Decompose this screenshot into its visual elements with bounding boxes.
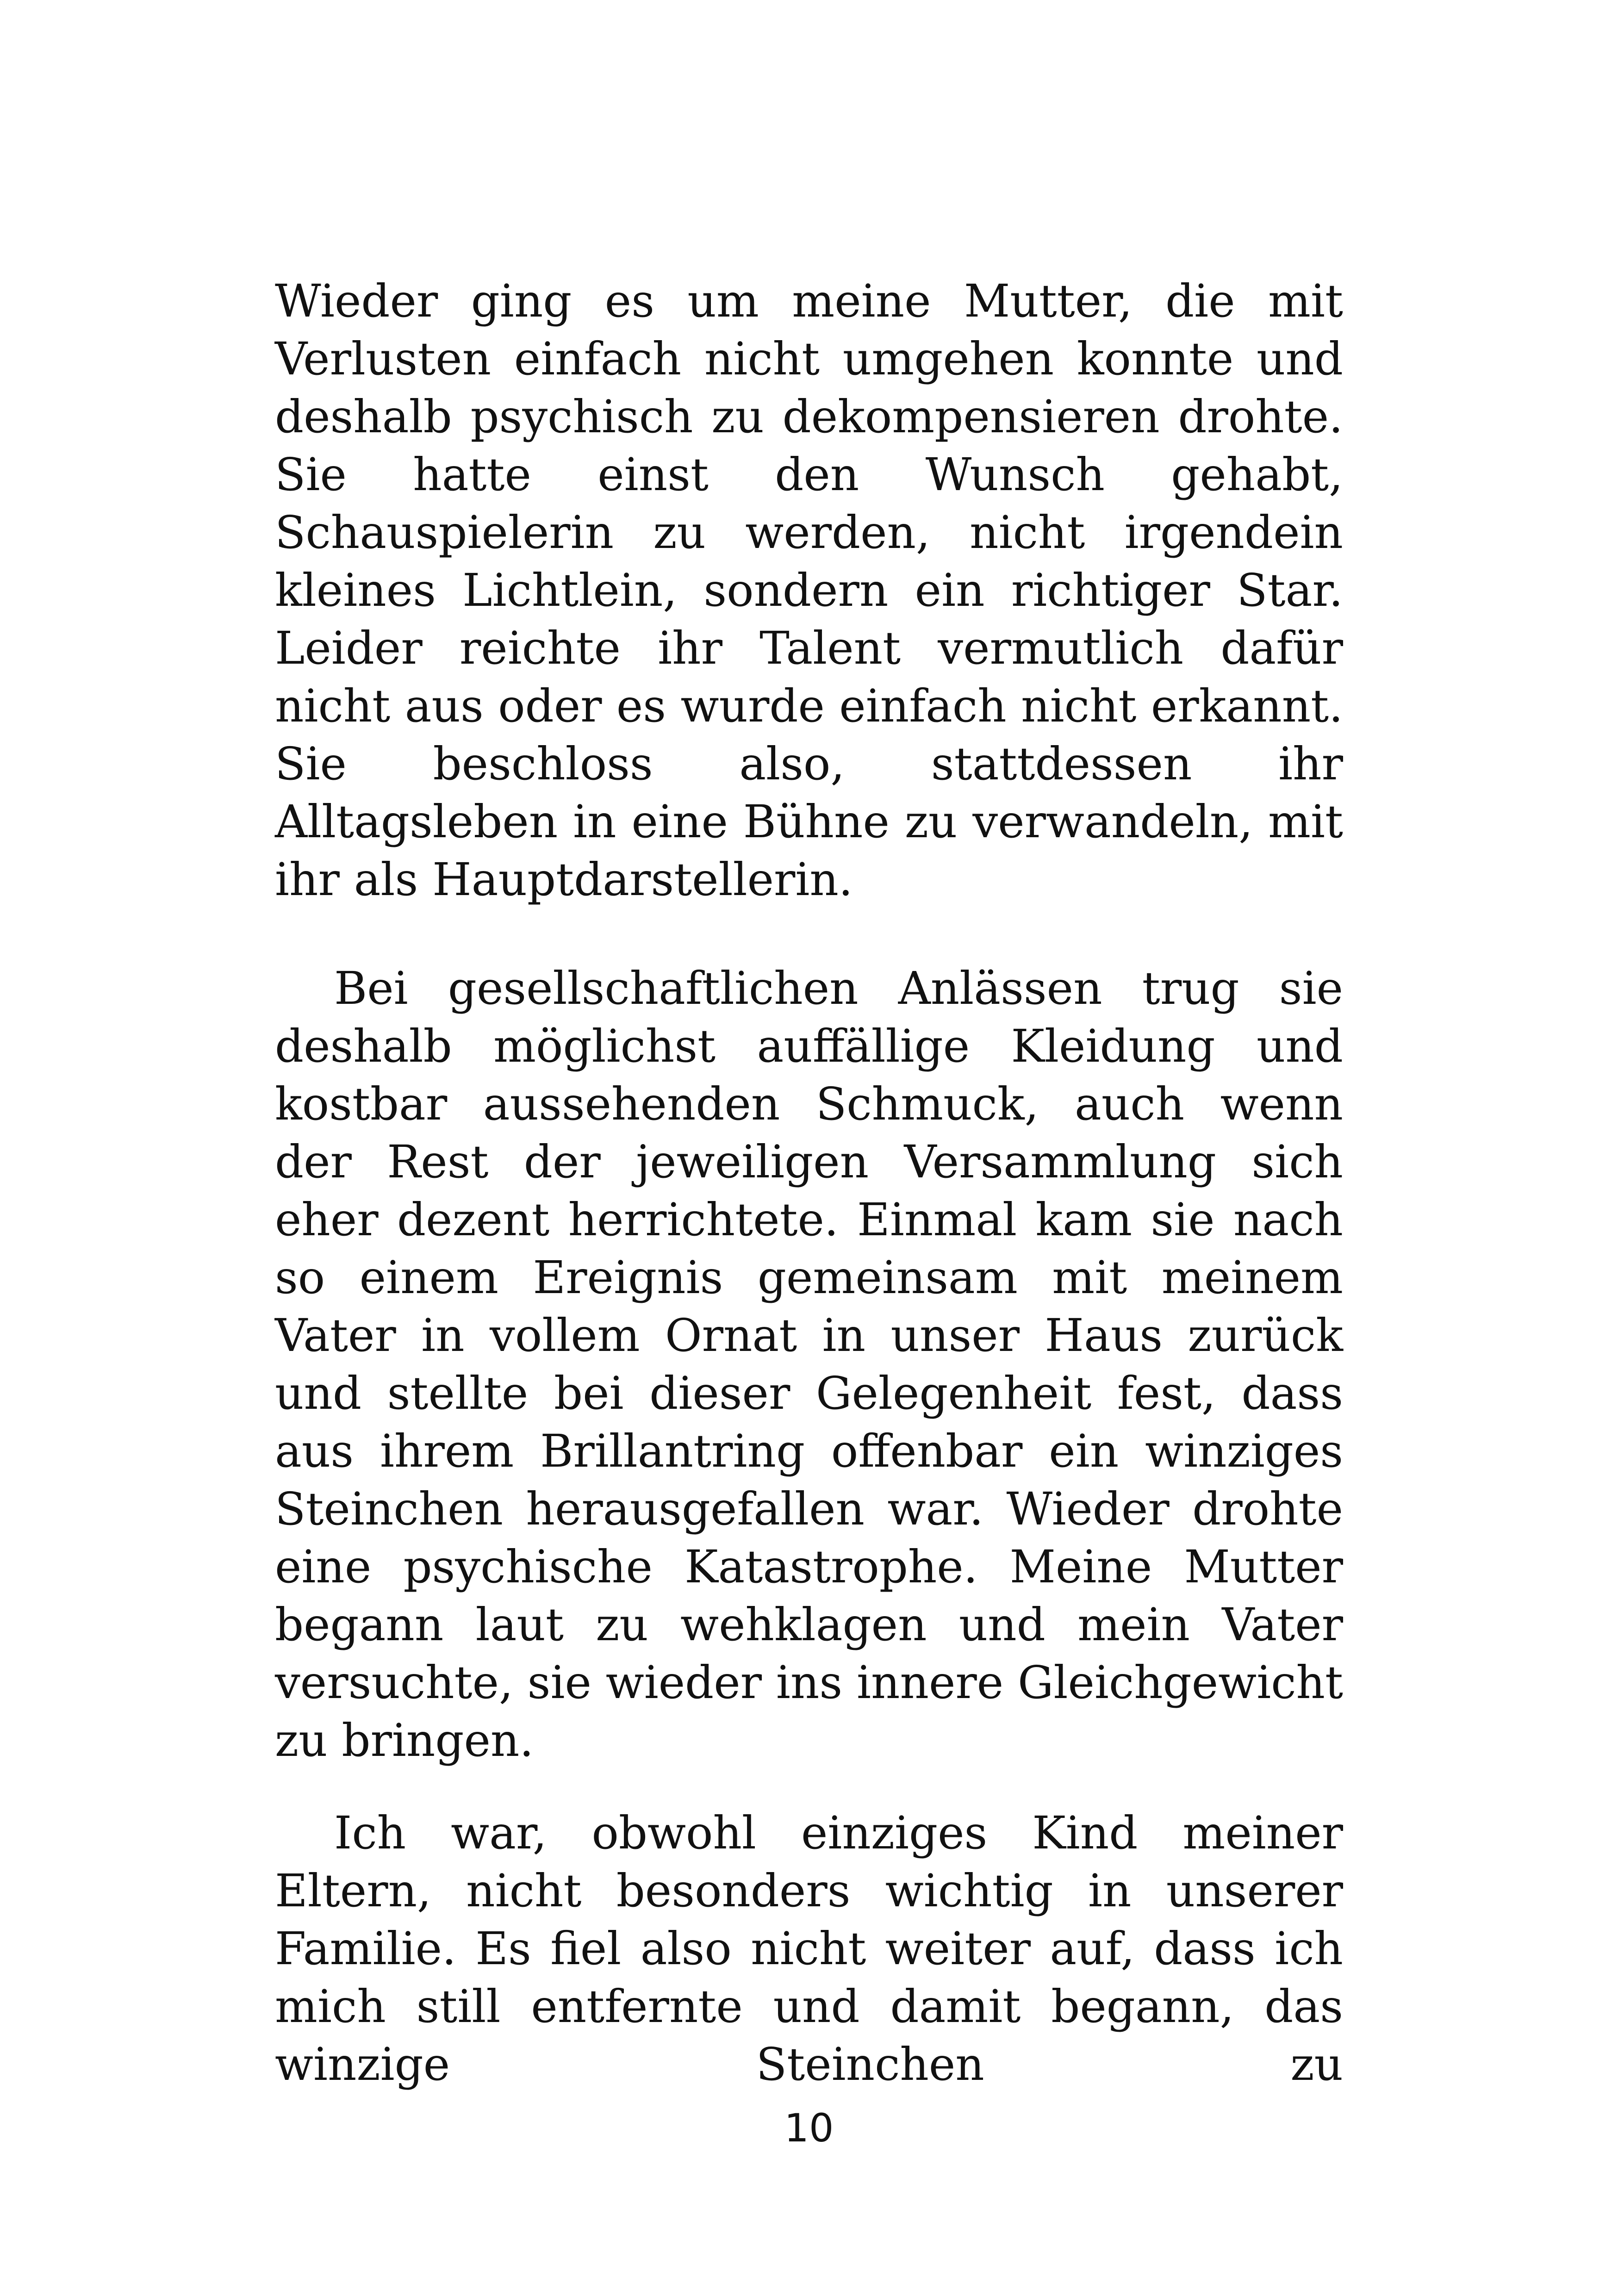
paragraph-2: Bei gesellschaftlichen Anlässen trug sie deshalb möglichst auffällige Kleidung und kostbar aussehenden Schmuck, auch wenn der Rest der jeweiligen Versammlung sich eher dezent herrichtete. Einmal kam sie nach so einem Ereignis gemeinsam mit meinem Vater in vollem Ornat in unser Haus zurück und stellte bei dieser Gelegenheit fest, dass aus ihrem Brillantring offenbar ein winziges Steinchen herausgefallen war. Wieder drohte eine psychische Katastrophe. Meine Mutter begann laut zu wehklagen und mein Vater versuchte, sie wieder ins innere Gleichgewicht zu bringen. [275, 962, 1344, 1767]
paragraph-3: Ich war, obwohl einziges Kind meiner Eltern, nicht besonders wichtig in unserer Familie. Es fiel also nicht weiter auf, dass ich mich still entfernte und damit begann, das winzige Steinchen zu [275, 1807, 1343, 2091]
paragraph-1: Wieder ging es um meine Mutter, die mit Verlusten einfach nicht umgehen konnte und deshalb psychisch zu dekompensieren drohte. Sie hatte einst den Wunsch gehabt, Schauspielerin zu werden, nicht irgendein kleines Lichtlein, sondern ein richtiger Star. Leider reichte ihr Talent vermutlich dafür nicht aus oder es wurde einfach nicht erkannt. Sie beschloss also, stattdessen ihr Alltagsleben in eine Bühne zu verwandeln, mit ihr als Hauptdarstellerin. [275, 275, 1343, 906]
page-number: 10 [784, 2105, 834, 2151]
